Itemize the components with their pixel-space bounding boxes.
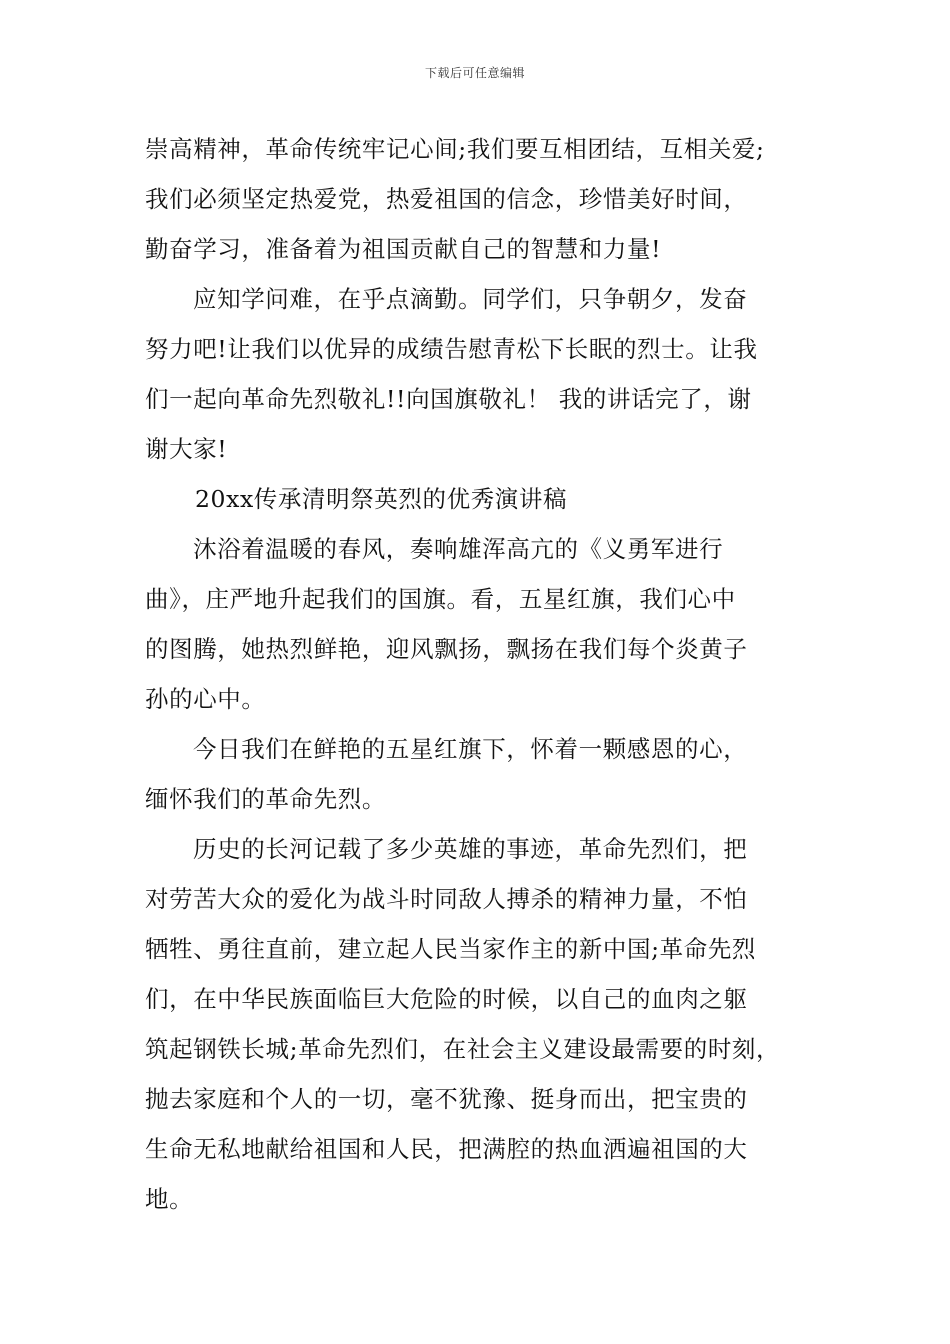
text-line: 牺牲、勇往直前，建立起人民当家作主的新中国;革命先烈 (145, 935, 757, 963)
text-line: 生命无私地献给祖国和人民，把满腔的热血洒遍祖国的大 (145, 1135, 748, 1163)
text-line: 勤奋学习，准备着为祖国贡献自己的智慧和力量! (145, 235, 662, 263)
text-line: 缅怀我们的革命先烈。 (145, 785, 386, 813)
text-line: 筑起钢铁长城;革命先烈们，在社会主义建设最需要的时刻， (145, 1035, 781, 1063)
text-line: 地。 (145, 1185, 194, 1213)
text-line: 崇高精神，革命传统牢记心间;我们要互相团结，互相关爱; (145, 135, 765, 163)
text-line: 历史的长河记载了多少英雄的事迹，革命先烈们，把 (193, 835, 748, 863)
text-line: 孙的心中。 (145, 685, 266, 713)
text-line: 对劳苦大众的爱化为战斗时同敌人搏杀的精神力量，不怕 (145, 885, 748, 913)
text-line: 们，在中华民族面临巨大危险的时候，以自己的血肉之躯 (145, 985, 748, 1013)
section-title: 20xx传承清明祭英烈的优秀演讲稿 (195, 485, 568, 513)
text-line: 们一起向革命先烈敬礼!!向国旗敬礼！ 我的讲话完了，谢 (145, 385, 752, 413)
text-line: 沐浴着温暖的春风，奏响雄浑高亢的《义勇军进行 (193, 535, 724, 563)
text-line: 我们必须坚定热爱党，热爱祖国的信念，珍惜美好时间， (145, 185, 748, 213)
text-line: 抛去家庭和个人的一切，毫不犹豫、挺身而出，把宝贵的 (145, 1085, 748, 1113)
text-line: 的图腾，她热烈鲜艳，迎风飘扬，飘扬在我们每个炎黄子 (145, 635, 748, 663)
text-line: 努力吧!让我们以优异的成绩告慰青松下长眠的烈士。让我 (145, 335, 758, 363)
text-line: 谢大家! (145, 435, 228, 463)
text-line: 今日我们在鲜艳的五星红旗下，怀着一颗感恩的心， (193, 735, 748, 763)
document-body (145, 124, 825, 1224)
page-header: 下载后可任意编辑 (424, 66, 525, 80)
text-line: 曲》，庄严地升起我们的国旗。看，五星红旗，我们心中 (145, 585, 736, 613)
text-line: 应知学问难，在乎点滴勤。同学们，只争朝夕，发奋 (193, 285, 748, 313)
